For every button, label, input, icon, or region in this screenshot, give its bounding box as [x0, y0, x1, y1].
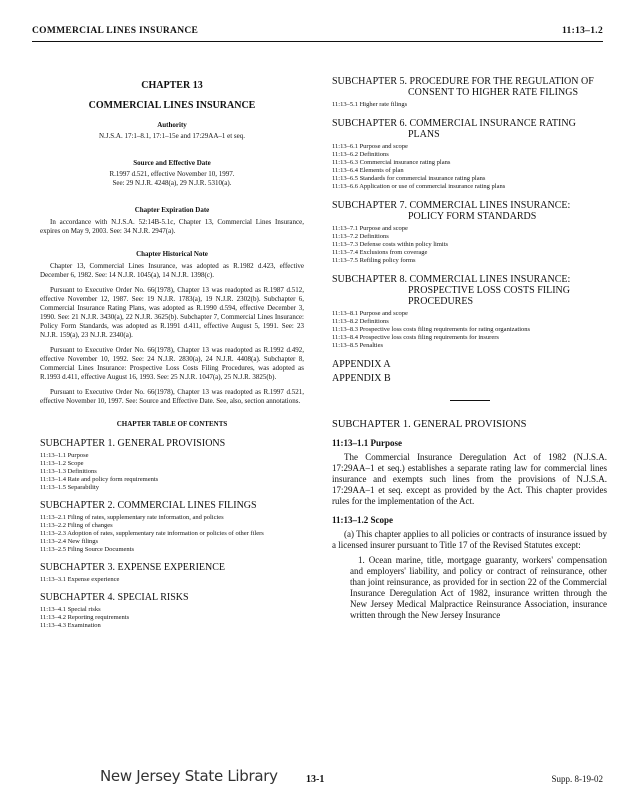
authority-text: N.J.S.A. 17:1–8.1, 17:1–15e and 17:29AA–1 et seq. [98, 132, 246, 140]
library-watermark: New Jersey State Library [100, 767, 278, 785]
supplement-date: Supp. 8-19-02 [551, 774, 603, 784]
header-rule [32, 41, 603, 42]
section-list [332, 225, 607, 265]
toc-item: 11:13–6.5 Standards for commercial insurance rating plans [332, 175, 486, 182]
section-list [40, 452, 304, 492]
authority-heading: Authority [157, 121, 187, 129]
page-number: 13-1 [306, 774, 325, 785]
toc-item: 11:13–1.3 Definitions [40, 468, 97, 475]
subchapter-title: SUBCHAPTER 3. EXPENSE EXPERIENCE [40, 562, 226, 573]
toc-item: 11:13–8.5 Penalties [332, 342, 384, 349]
section-list [332, 310, 607, 350]
toc-item: 11:13–6.6 Application or use of commercial insurance rating plans [332, 183, 506, 190]
subchapter-title: SUBCHAPTER 8. COMMERCIAL LINES INSURANCE: PROSPECTIVE LOSS COSTS FILING PROCEDURES [332, 274, 571, 307]
scope-item-1: 1. Ocean marine, title, mortgage guaranty, workers' compensation and employers' liability, and policy or contract of reinsurance, other than joint reinsurance, as provided for in section 22 of the Commercial Insurance Deregulation Act of 1982, insurance written through the New Jersey Medical Malpractice Reinsurance Association, insurance written through the New Jersey Insurance [350, 555, 607, 620]
right-column [332, 76, 607, 625]
section-list [332, 143, 607, 191]
toc-item: 11:13–2.1 Filing of rates, supplementary rate information, and policies [40, 514, 224, 521]
subchapter-title: SUBCHAPTER 6. COMMERCIAL INSURANCE RATING PLANS [332, 118, 576, 140]
history-paragraph: Pursuant to Executive Order No. 66(1978), Chapter 13 was readopted as R.1992 d.492, effective November 10, 1992. See: 24 N.J.R. 2830(a), 24 N.J.R. 4408(a). Subchapter 8, Commercial Lines Insurance: Prospective Loss Costs Filing Procedures, was adopted as R.1993 d.411, effective August 16, 1993. See: 25 N.J.R. 1047(a), 25 N.J.R. 3825(b). [40, 346, 304, 381]
appendix-a: APPENDIX A [332, 359, 391, 370]
toc-item: 11:13–1.5 Separability [40, 484, 99, 491]
section-list [40, 576, 304, 584]
section-list [332, 101, 607, 109]
toc-item: 11:13–4.1 Special risks [40, 606, 101, 613]
history-paragraph: Chapter 13, Commercial Lines Insurance, was adopted as R.1982 d.423, effective December 6, 1982. See: 14 N.J.R. 1045(a), 14 N.J.R. 1398(c). [40, 262, 304, 279]
toc-item: 11:13–2.4 New filings [40, 538, 99, 545]
toc-item: 11:13–6.4 Elements of plan [332, 167, 404, 174]
subchapter-title: SUBCHAPTER 4. SPECIAL RISKS [40, 592, 189, 603]
toc-item: 11:13–7.1 Purpose and scope [332, 225, 408, 232]
toc-item: 11:13–7.5 Refiling policy forms [332, 257, 416, 264]
toc-item: 11:13–7.2 Definitions [332, 233, 389, 240]
expiration-heading: Chapter Expiration Date [134, 206, 210, 214]
source-heading: Source and Effective Date [133, 159, 211, 167]
purpose-text: The Commercial Insurance Deregulation Act of 1982 (N.J.S.A. 17:29AA–1 et seq.) establishes a separate rating law for commercial lines insurance and exempts such lines from the provisions of N.J.S.A. 17:29AA–1 et seq. except as provided by the Act. This chapter provides rules for the implementation of the Act. [332, 452, 607, 506]
toc-heading: CHAPTER TABLE OF CONTENTS [116, 420, 228, 428]
toc-item: 11:13–8.1 Purpose and scope [332, 310, 408, 317]
expiration-text: In accordance with N.J.S.A. 52:14B-5.1c, Chapter 13, Commercial Lines Insurance, expires on May 9, 2003. See: 34 N.J.R. 2947(a). [40, 218, 304, 235]
chapter-number: CHAPTER 13 [141, 80, 203, 91]
toc-item: 11:13–3.1 Expense experience [40, 576, 120, 583]
subchapter-title: SUBCHAPTER 5. PROCEDURE FOR THE REGULATION OF CONSENT TO HIGHER RATE FILINGS [332, 76, 594, 98]
toc-item: 11:13–8.3 Prospective loss costs filing requirements for rating organizations [332, 326, 531, 333]
subchapter-title: SUBCHAPTER 1. GENERAL PROVISIONS [40, 438, 226, 449]
toc-subchapter-8 [332, 274, 607, 350]
body-subchapter-title: SUBCHAPTER 1. GENERAL PROVISIONS [332, 419, 527, 430]
source-line-1: R.1997 d.521, effective November 10, 1997. [109, 170, 235, 178]
history-heading: Chapter Historical Note [136, 250, 208, 258]
source-line-2: See: 29 N.J.R. 4248(a), 29 N.J.R. 5310(a). [112, 179, 232, 187]
toc-item: 11:13–2.2 Filing of changes [40, 522, 113, 529]
toc-subchapter-3 [40, 562, 304, 584]
toc-subchapter-7 [332, 200, 607, 265]
toc-item: 11:13–5.1 Higher rate filings [332, 101, 408, 108]
toc-item: 11:13–1.4 Rate and policy form requirements [40, 476, 159, 483]
toc-subchapter-5 [332, 76, 607, 109]
header-title: COMMERCIAL LINES INSURANCE [32, 26, 199, 36]
toc-subchapter-4 [40, 592, 304, 630]
appendix-b: APPENDIX B [332, 373, 391, 384]
toc-item: 11:13–8.4 Prospective loss costs filing requirements for insurers [332, 334, 499, 341]
left-column [40, 58, 304, 630]
toc-item: 11:13–6.2 Definitions [332, 151, 389, 158]
toc-item: 11:13–7.4 Exclusions from coverage [332, 249, 428, 256]
section-heading-purpose: 11:13–1.1 Purpose [332, 438, 403, 448]
toc-item: 11:13–4.2 Reporting requirements [40, 614, 130, 621]
toc-item: 11:13–2.5 Filing Source Documents [40, 546, 135, 553]
toc-item: 11:13–2.3 Adoption of rates, supplementary rate information or policies of other filers [40, 530, 264, 537]
toc-item: 11:13–1.2 Scope [40, 460, 84, 467]
toc-item: 11:13–6.1 Purpose and scope [332, 143, 408, 150]
toc-item: 11:13–4.3 Examination [40, 622, 101, 629]
history-paragraph: Pursuant to Executive Order No. 66(1978), Chapter 13 was readopted as R.1987 d.512, effective November 12, 1987. See: 19 N.J.R. 1783(a), 19 N.J.R. 2302(b). Subchapter 6, Commercial Insurance Rating Plans, was adopted as R.1990 d.594, effective December 3, 1990. See: 21 N.J.R. 3430(a), 22 N.J.R. 3625(b). Subchapter 7, Commercial Lines Insurance: Policy Form Standards, was adopted as R.1991 d.411, effective August 5, 1991. See: 23 N.J.R. 159(a), 23 N.J.R. 2340(a). [40, 286, 304, 339]
section-list [40, 514, 304, 554]
scope-text: (a) This chapter applies to all policies or contracts of insurance issued by a licensed insurer pursuant to Title 17 of the Revised Statutes except: [332, 529, 607, 550]
toc-subchapter-2 [40, 500, 304, 554]
toc-item: 11:13–1.1 Purpose [40, 452, 89, 459]
toc-item: 11:13–7.3 Defense costs within policy limits [332, 241, 449, 248]
running-header [32, 26, 603, 42]
toc-item: 11:13–6.3 Commercial insurance rating plans [332, 159, 451, 166]
section-list [40, 606, 304, 630]
toc-subchapter-1 [40, 438, 304, 492]
history-paragraph: Pursuant to Executive Order No. 66(1978), Chapter 13 was readopted as R.1997 d.521, effective November 10, 1997. See: Source and Effective Date. See, also, section annotations. [40, 388, 304, 405]
header-section: 11:13–1.2 [562, 26, 603, 36]
section-divider [450, 400, 490, 401]
chapter-title: COMMERCIAL LINES INSURANCE [88, 100, 256, 111]
section-heading-scope: 11:13–1.2 Scope [332, 515, 394, 525]
subchapter-title: SUBCHAPTER 7. COMMERCIAL LINES INSURANCE: POLICY FORM STANDARDS [332, 200, 571, 222]
toc-subchapter-6 [332, 118, 607, 191]
subchapter-title: SUBCHAPTER 2. COMMERCIAL LINES FILINGS [40, 500, 257, 511]
toc-item: 11:13–8.2 Definitions [332, 318, 389, 325]
